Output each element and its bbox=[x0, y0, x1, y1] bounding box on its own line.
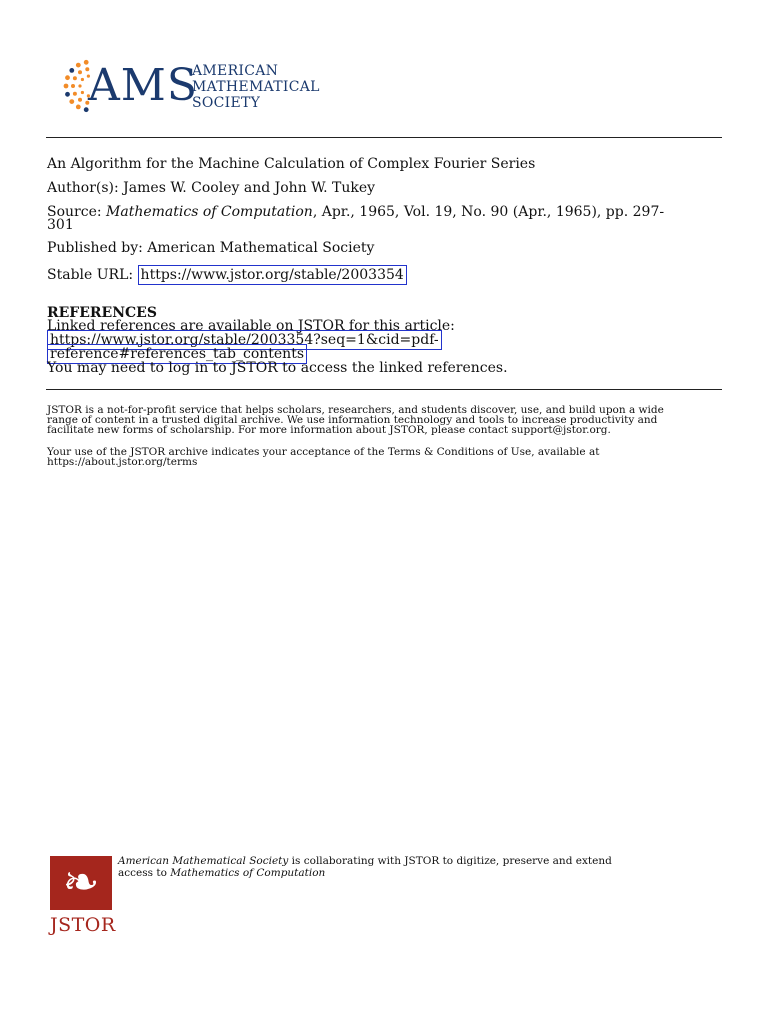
mid-divider bbox=[46, 389, 722, 390]
ams-dot bbox=[78, 84, 81, 87]
terms-link[interactable]: https://about.jstor.org/terms bbox=[47, 456, 198, 468]
source-line bbox=[47, 204, 664, 221]
disclaimer-line: facilitate new forms of scholarship. For more information about JSTOR, please contact support@jstor.org. bbox=[47, 424, 611, 436]
ams-dot bbox=[81, 78, 84, 81]
published-label: Published by: bbox=[47, 240, 143, 256]
ams-dot bbox=[69, 99, 74, 104]
ams-dot bbox=[64, 84, 69, 89]
ams-dot bbox=[78, 70, 82, 74]
references-link-cont[interactable]: reference#references_tab_contents bbox=[47, 344, 307, 364]
authors-label: Author(s): bbox=[47, 180, 119, 196]
references-link[interactable]: https://www.jstor.org/stable/2003354?seq=1&cid=pdf- bbox=[47, 330, 442, 350]
disclaimer-line: JSTOR is a not-for-profit service that helps scholars, researchers, and students discover, use, and build upon a wide bbox=[47, 404, 664, 416]
jstor-wordmark: JSTOR bbox=[50, 914, 116, 936]
ams-name-line: AMERICAN bbox=[192, 63, 279, 79]
ams-dot bbox=[73, 92, 77, 96]
references-body bbox=[47, 319, 508, 375]
ams-name-line: SOCIETY bbox=[192, 95, 261, 111]
source-details: , Apr., 1965, Vol. 19, No. 90 (Apr., 1965), pp. 297- bbox=[312, 204, 665, 220]
source-label: Source: bbox=[47, 204, 102, 220]
disclaimer-line: Your use of the JSTOR archive indicates your acceptance of the Terms & Conditions of Use, available at bbox=[47, 446, 600, 458]
stable-url-line bbox=[47, 267, 407, 284]
stable-url-label: Stable URL: bbox=[47, 267, 134, 283]
references-note: You may need to log in to JSTOR to access the linked references. bbox=[47, 360, 508, 376]
ams-dot bbox=[65, 75, 70, 80]
authors-line bbox=[47, 180, 375, 197]
authors-value: James W. Cooley and John W. Tukey bbox=[123, 180, 376, 196]
ams-dot bbox=[73, 76, 77, 80]
ams-dot bbox=[81, 91, 84, 94]
collaboration-text: is collaborating with JSTOR to digitize, preserve and extend bbox=[288, 855, 612, 867]
ams-dot bbox=[78, 98, 82, 102]
collaboration-journal: Mathematics of Computation bbox=[170, 867, 326, 879]
publisher-value: American Mathematical Society bbox=[147, 240, 375, 256]
ams-logo-name bbox=[192, 63, 320, 111]
disclaimer-paragraph-2 bbox=[47, 447, 599, 467]
ams-name-line: MATHEMATICAL bbox=[192, 79, 320, 95]
jstor-mark-icon: ❧ bbox=[50, 856, 112, 910]
published-line bbox=[47, 240, 374, 257]
stable-url-link[interactable]: https://www.jstor.org/stable/2003354 bbox=[138, 265, 407, 285]
source-continuation: 301 bbox=[47, 217, 74, 233]
disclaimer-line: range of content in a trusted digital archive. We use information technology and tools to increase productivity and bbox=[47, 414, 658, 426]
collaboration-line-1 bbox=[118, 855, 612, 867]
source-journal: Mathematics of Computation bbox=[106, 204, 313, 220]
jstor-logo bbox=[50, 856, 114, 936]
collaboration-note bbox=[118, 855, 612, 879]
article-title: An Algorithm for the Machine Calculation of Complex Fourier Series bbox=[47, 156, 536, 172]
top-divider bbox=[46, 137, 722, 138]
ams-dot bbox=[69, 68, 74, 73]
collaboration-prefix: access to bbox=[118, 867, 171, 879]
ams-logo-letters: AMS bbox=[88, 60, 198, 111]
collaboration-org: American Mathematical Society bbox=[118, 855, 289, 867]
disclaimer-paragraph-1 bbox=[47, 405, 664, 435]
ams-dot bbox=[71, 84, 75, 88]
collaboration-line-2 bbox=[118, 867, 612, 879]
references-heading: REFERENCES bbox=[47, 305, 157, 321]
ams-dot bbox=[65, 92, 70, 97]
ams-dot bbox=[76, 63, 81, 68]
ams-logo bbox=[60, 58, 340, 114]
ams-dot bbox=[76, 105, 81, 110]
references-intro: Linked references are available on JSTOR for this article: bbox=[47, 318, 455, 334]
